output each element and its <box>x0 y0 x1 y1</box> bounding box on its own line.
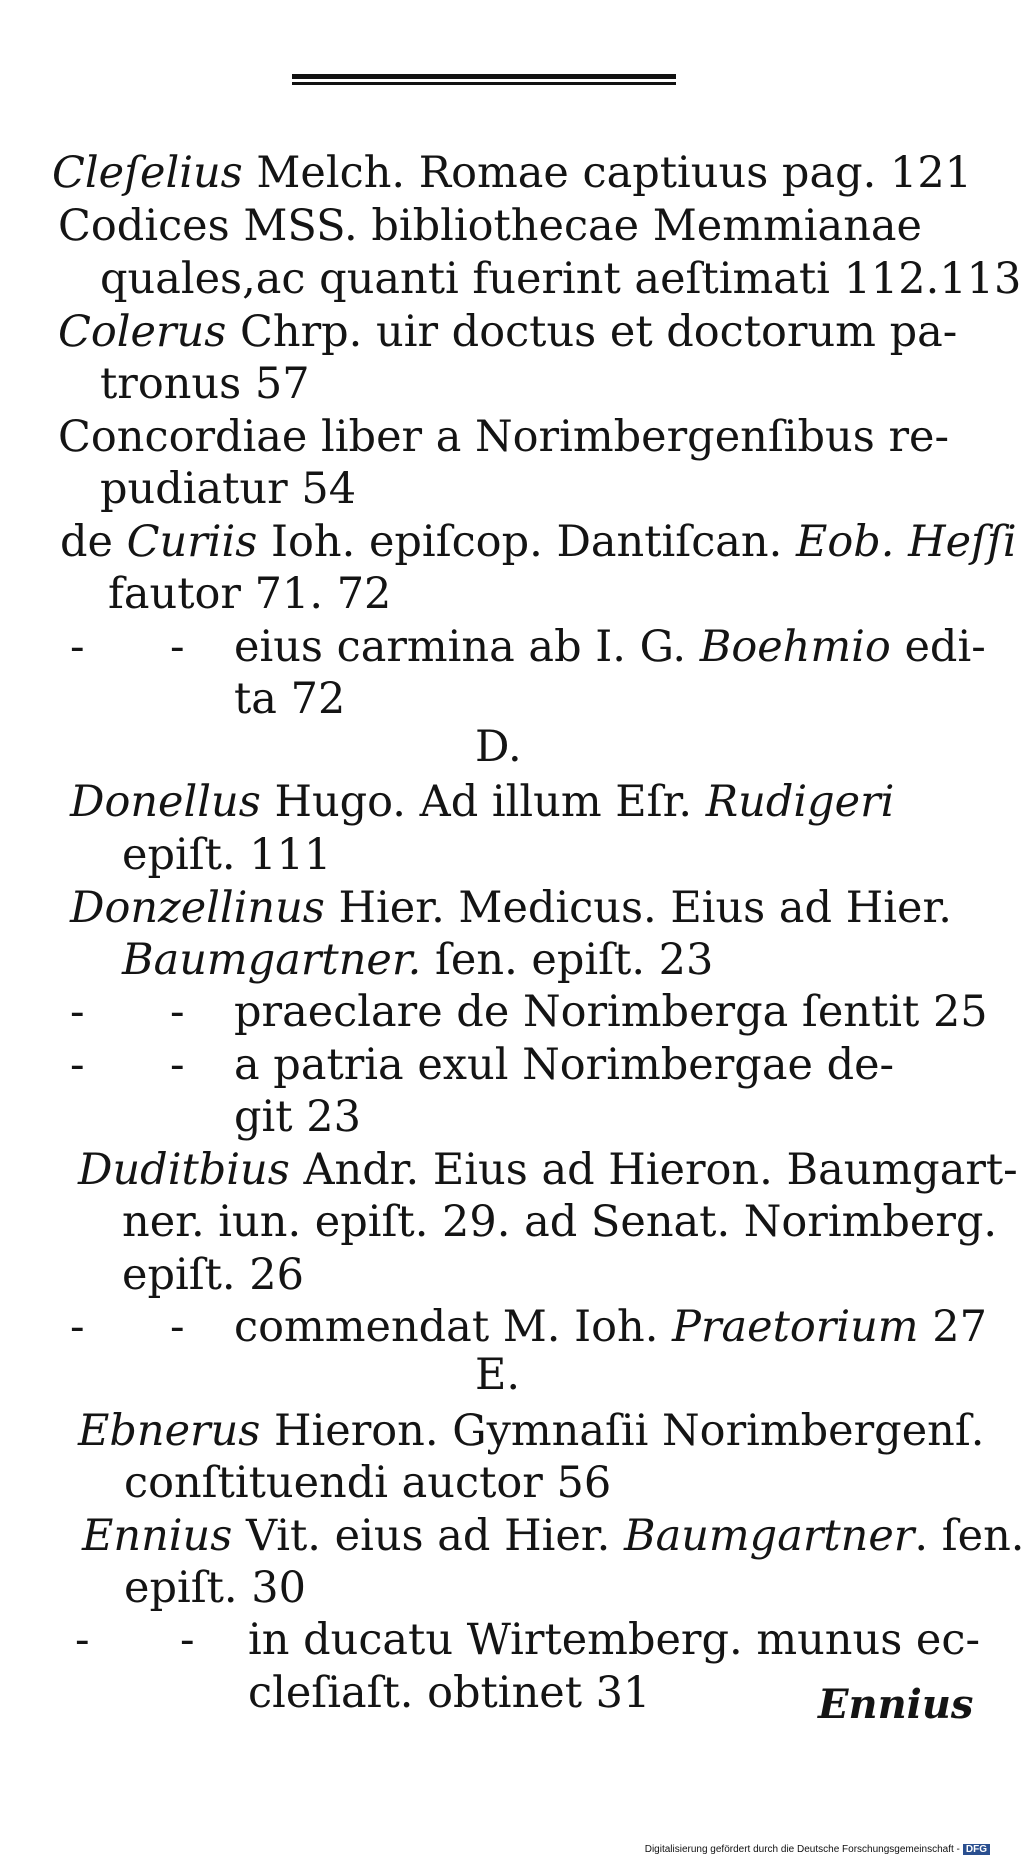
entry-text: 27 <box>918 1302 987 1352</box>
entry-text: Concordiae liber a Norimbergenſibus re- <box>58 412 949 462</box>
entry-text: Hugo. Ad illum Eſr. <box>260 777 706 827</box>
footer-text: Digitalisierung gefördert durch die Deutsche Forschungsgemeinschaft - <box>644 1844 960 1855</box>
entry-name: Boehmio <box>699 622 891 672</box>
index-line <box>234 1040 894 1090</box>
index-line <box>122 935 713 985</box>
dash-mark: - <box>70 622 85 672</box>
entry-name: Donellus <box>70 777 261 827</box>
index-line <box>58 412 949 462</box>
dash-mark: - <box>170 622 185 672</box>
entry-text: edi- <box>890 622 986 672</box>
index-line <box>100 464 356 514</box>
index-line <box>78 1406 984 1456</box>
index-line <box>60 517 1017 567</box>
entry-text: commendat M. Ioh. <box>234 1302 673 1352</box>
entry-name: Ebnerus <box>78 1406 261 1456</box>
entry-name: Duditbius <box>78 1145 290 1195</box>
dash-mark: - <box>70 1302 85 1352</box>
index-line <box>100 254 1021 304</box>
entry-name: Praetorium <box>672 1302 919 1352</box>
entry-text: ner. iun. epiſt. 29. ad Senat. Norimberg. <box>122 1197 998 1247</box>
index-line <box>78 1145 1018 1195</box>
entry-name: Curiis <box>126 517 258 567</box>
entry-name: Donzellinus <box>70 883 325 933</box>
index-line <box>122 1197 997 1247</box>
top-rule <box>292 74 676 79</box>
entry-text: Melch. Romae captiuus pag. 121 <box>242 148 973 198</box>
entry-name: Baumgartner. <box>122 935 422 985</box>
index-line <box>234 1302 987 1352</box>
entry-text: git 23 <box>234 1092 361 1142</box>
entry-text: in ducatu Wirtemberg. munus ec- <box>248 1615 980 1665</box>
index-line <box>248 1615 980 1665</box>
entry-text: fautor 71. 72 <box>108 569 392 619</box>
dash-mark: - <box>70 987 85 1037</box>
index-line <box>124 1458 611 1508</box>
dash-mark: - <box>70 1040 85 1090</box>
entry-text: ta 72 <box>234 674 346 724</box>
entry-text: a patria exul Norimbergae de- <box>234 1040 895 1090</box>
entry-text: pudiatur 54 <box>100 464 357 514</box>
entry-text: praeclare de Norimberga ſentit 25 <box>234 987 988 1037</box>
entry-text: ſen. epiſt. 23 <box>421 935 714 985</box>
index-line <box>234 987 988 1037</box>
dfg-logo: DFG <box>963 1844 990 1855</box>
index-line <box>52 148 972 198</box>
section-heading-d: D. <box>475 722 522 772</box>
entry-name: Cleſelius <box>52 148 243 198</box>
dash-mark: - <box>170 987 185 1037</box>
entry-text: Hier. Medicus. Eius ad Hier. <box>324 883 952 933</box>
entry-text: epiſt. 30 <box>124 1563 306 1613</box>
index-line <box>124 1563 306 1613</box>
entry-name: Baumgartner <box>623 1511 915 1561</box>
entry-text: Ioh. epiſcop. Dantiſcan. <box>257 517 796 567</box>
entry-text: de <box>60 517 127 567</box>
index-line <box>122 1250 304 1300</box>
section-heading-e: E. <box>475 1350 521 1400</box>
footer-credit <box>645 1844 990 1855</box>
entry-text: Andr. Eius ad Hieron. Baumgart- <box>289 1145 1018 1195</box>
index-line <box>108 569 391 619</box>
dash-mark: - <box>170 1302 185 1352</box>
top-rule-thin <box>292 82 676 85</box>
entry-text: Chrp. uir doctus et doctorum pa- <box>226 307 958 357</box>
index-line <box>70 883 952 933</box>
dash-mark: - <box>75 1615 90 1665</box>
index-line <box>100 359 310 409</box>
entry-name: Eob. Heſſi <box>795 517 1017 567</box>
index-line <box>58 201 922 251</box>
entry-text: epiſt. 26 <box>122 1250 304 1300</box>
index-line <box>122 830 331 880</box>
index-line <box>58 307 957 357</box>
entry-text: epiſt. 111 <box>122 830 332 880</box>
entry-text: Vit. eius ad Hier. <box>232 1511 624 1561</box>
entry-text: eius carmina ab I. G. <box>234 622 700 672</box>
entry-text: Codices MSS. bibliothecae Memmianae <box>58 201 922 251</box>
entry-text: . ſen. <box>914 1511 1024 1561</box>
index-line <box>234 1092 361 1142</box>
dash-mark: - <box>180 1615 195 1665</box>
entry-name: Colerus <box>58 307 227 357</box>
index-line <box>234 674 345 724</box>
entry-text: tronus 57 <box>100 359 310 409</box>
entry-name: Ennius <box>82 1511 233 1561</box>
entry-text: Hieron. Gymnaſii Norimbergenſ. <box>260 1406 985 1456</box>
index-line <box>234 622 986 672</box>
dash-mark: - <box>170 1040 185 1090</box>
entry-text: quales,ac quanti fuerint aeſtimati 112.113 <box>100 254 1022 304</box>
entry-name: Rudigeri <box>705 777 895 827</box>
entry-text: conſtituendi auctor 56 <box>124 1458 612 1508</box>
index-line <box>70 777 894 827</box>
index-line <box>248 1668 650 1718</box>
index-line <box>82 1511 1024 1561</box>
entry-text: cleſiaſt. obtinet 31 <box>248 1668 651 1718</box>
catchword: Ennius <box>818 1681 974 1728</box>
